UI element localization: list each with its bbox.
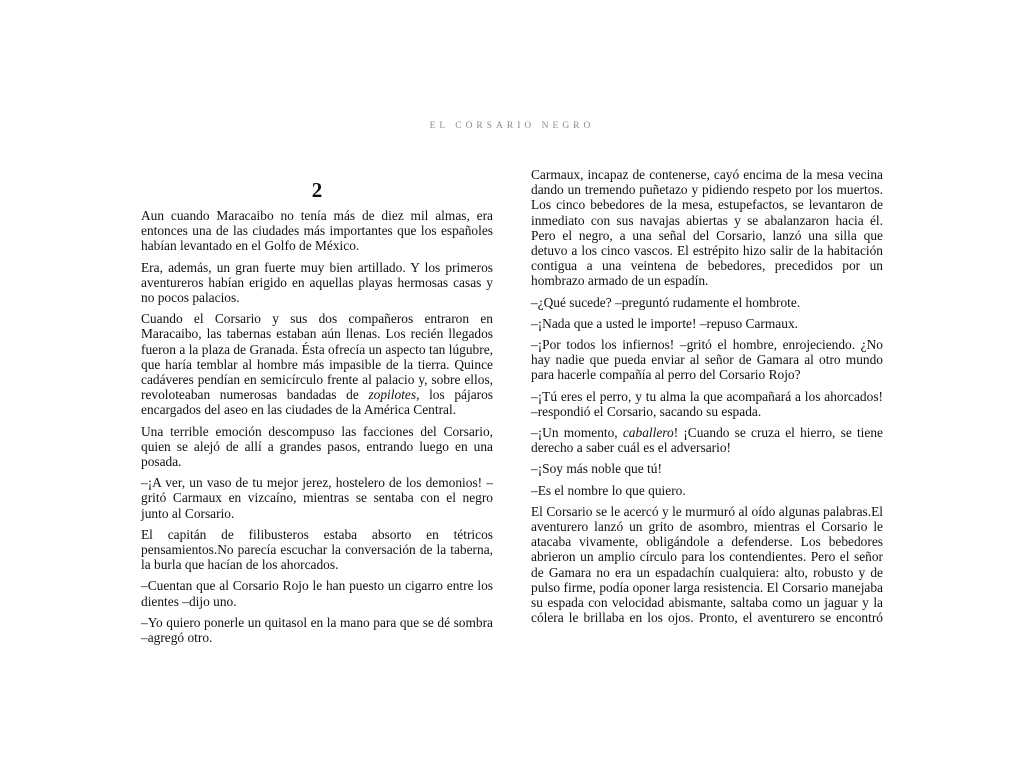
paragraph: –¡Un momento, caballero! ¡Cuando se cruza el hierro, se tiene derecho a saber cuál es el adversario! bbox=[531, 425, 883, 456]
paragraph: –¡Por todos los infiernos! –gritó el hombre, enrojeciendo. ¿No hay nadie que pueda enviar al señor de Gamara al otro mundo para hacerle compañía al perro del Corsario Rojo? bbox=[531, 337, 883, 383]
paragraph: Una terrible emoción descompuso las facciones del Corsario, quien se alejó de allí a grandes pasos, entrando luego en una posada. bbox=[141, 423, 493, 470]
paragraph: El capitán de filibusteros estaba absorto en tétricos pensamientos.No parecía escuchar la conversación de la taberna, la burla que hacían de los ahorcados. bbox=[141, 526, 493, 573]
chapter-number: 2 bbox=[311, 178, 323, 202]
italic-term: caballero bbox=[622, 425, 674, 441]
paragraph: –¡Tú eres el perro, y tu alma la que acompañará a los ahorcados! –respondió el Corsario, sacando su espada. bbox=[531, 388, 883, 419]
paragraph: Era, además, un gran fuerte muy bien artillado. Y los primeros aventureros habían erigido en aquellas playas hermosas casas y no pocos palacios. bbox=[141, 259, 493, 306]
right-column bbox=[531, 167, 883, 631]
paragraph: –¡Nada que a usted le importe! –repuso Carmaux. bbox=[531, 315, 798, 331]
paragraph: –¡Soy más noble que tú! bbox=[531, 461, 662, 477]
italic-term: zopilotes bbox=[368, 387, 417, 403]
paragraph: Carmaux, incapaz de contenerse, cayó encima de la mesa vecina dando un tremendo puñetazo y pidiendo respeto por los muertos. Los cinco bebedores de la mesa, estupefactos, se levantaron de inmediato con sus navajas abiertas y se abalanzaron hacia él. Pero el negro, a una señal del Corsario, lanzó una silla que detuvo a los cinco vascos. El estrépito hizo salir de la habitación contigua a una veintena de bebedores, precedidos por un hombrazo armado de un espadín. bbox=[531, 167, 883, 289]
paragraph: –Yo quiero ponerle un quitasol en la mano para que se dé sombra –agregó otro. bbox=[141, 614, 493, 646]
running-head: EL CORSARIO NEGRO bbox=[429, 121, 595, 131]
paragraph: –¡A ver, un vaso de tu mejor jerez, hostelero de los demonios! –gritó Carmaux en vizcaíno, mientras se sentaba con el negro junto al Corsario. bbox=[141, 475, 493, 521]
paragraph: Aun cuando Maracaibo no tenía más de diez mil almas, era entonces una de las ciudades más importantes que los españoles habían levantado en el Golfo de México. bbox=[141, 208, 493, 254]
paragraph: –¿Qué sucede? –preguntó rudamente el hombrote. bbox=[531, 294, 801, 310]
paragraph: Cuando el Corsario y sus dos compañeros entraron en Maracaibo, las tabernas estaban aún llenas. Los recién llegados fueron a la plaza de Granada. Ésta ofrecía un aspecto tan lúgubre, que haría temblar al hombre más impasible de la tierra. Quince cadáveres pendían en semicírculo frente al palacio y, sobre ellos, revoloteaban numerosas bandadas de zopilotes, los pájaros encargados del aseo en las ciudades de la América Central. bbox=[141, 311, 493, 418]
paragraph: –Es el nombre lo que quiero. bbox=[531, 482, 686, 498]
paragraph: El Corsario se le acercó y le murmuró al oído algunas palabras.El aventurero lanzó un grito de asombro, mientras el Corsario le atacaba vivamente, obligándole a defenderse. Los bebedores abrieron un amplio círculo para los contendientes. Pero el señor de Gamara no era un espadachín cualquiera: alto, robusto y de pulso firme, podía oponer larga resistencia. El Corsario manejaba su espada con velocidad abismante, saltaba como un jaguar y la cólera le brillaba en los ojos. Pronto, el aventurero se encontró bbox=[531, 503, 883, 626]
left-column bbox=[141, 178, 493, 651]
paragraph: –Cuentan que al Corsario Rojo le han puesto un cigarro entre los dientes –dijo uno. bbox=[141, 578, 493, 609]
